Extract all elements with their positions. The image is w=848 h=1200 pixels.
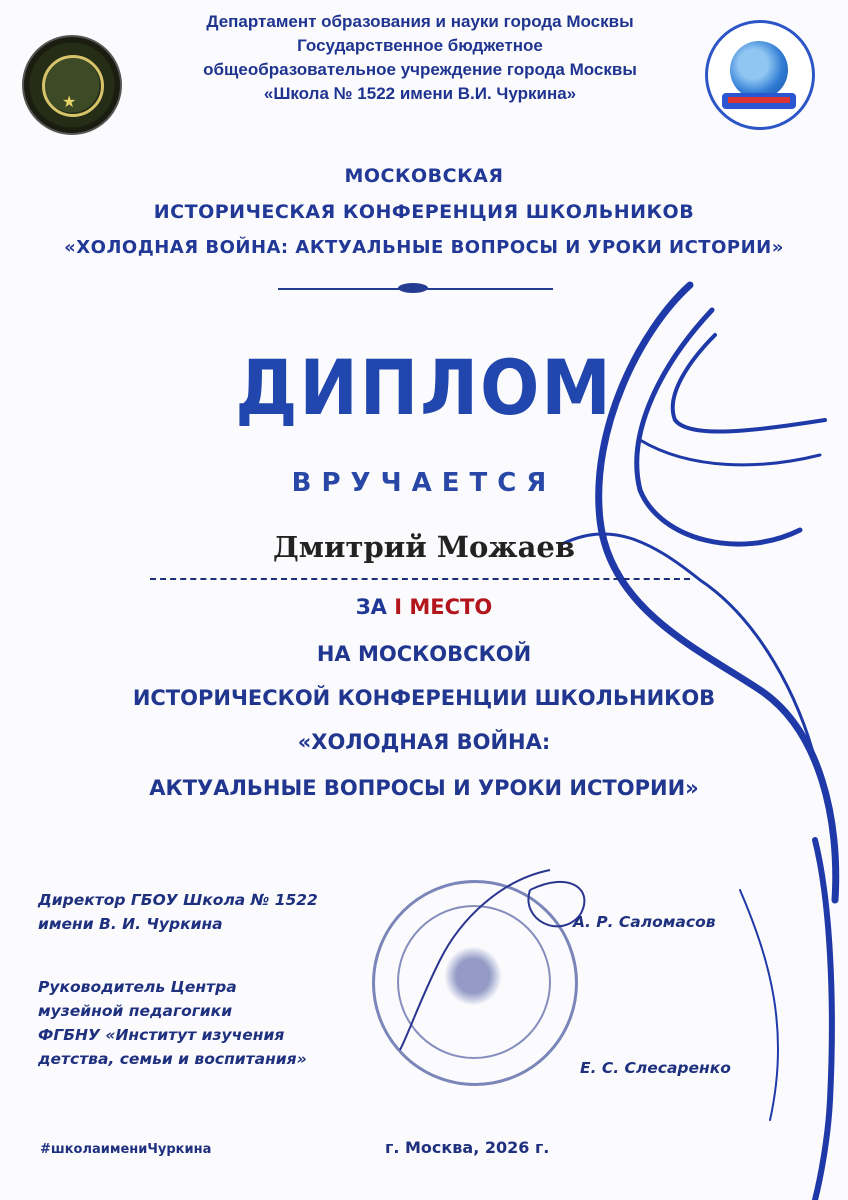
hashtag: #школаимениЧуркина — [40, 1142, 212, 1157]
director-title-line: Директор ГБОУ Школа № 1522 — [38, 891, 318, 909]
award-line-2: НА МОСКОВСКОЙ — [316, 642, 532, 666]
award-place — [0, 595, 848, 619]
conference-line-2: ИСТОРИЧЕСКАЯ КОНФЕРЕНЦИЯ ШКОЛЬНИКОВ — [153, 201, 695, 223]
school-globe-emblem-icon — [705, 20, 815, 130]
institution-header — [150, 10, 690, 106]
header-line: Департамент образования и науки города Москвы — [206, 12, 634, 31]
awarded-label: ВРУЧАЕТСЯ — [291, 468, 557, 498]
head-title-line: музейной педагогики — [38, 1002, 233, 1020]
conference-line-3: «ХОЛОДНАЯ ВОЙНА: АКТУАЛЬНЫЕ ВОПРОСЫ И УРОКИ ИСТОРИИ» — [64, 237, 784, 258]
head-title-line: ФГБНУ «Институт изучения — [38, 1026, 285, 1044]
award-place-value: I МЕСТО — [394, 595, 493, 619]
award-line-3: ИСТОРИЧЕСКОЙ КОНФЕРЕНЦИИ ШКОЛЬНИКОВ — [132, 686, 716, 710]
divider-ornament — [398, 283, 428, 293]
museum-emblem-icon: ★ — [22, 35, 122, 135]
header-line: общеобразовательное учреждение города Москвы — [203, 60, 637, 79]
header-line: «Школа № 1522 имени В.И. Чуркина» — [263, 84, 577, 103]
name-underline — [150, 578, 690, 580]
signature-scribble — [380, 860, 600, 1060]
head-title — [38, 975, 307, 1071]
diploma-title: ДИПЛОМ — [235, 343, 613, 432]
award-line-4: «ХОЛОДНАЯ ВОЙНА: — [297, 730, 551, 754]
conference-line-1: МОСКОВСКАЯ — [344, 165, 504, 187]
director-name: А. Р. Саломасов — [573, 913, 716, 931]
head-name: Е. С. Слесаренко — [580, 1059, 731, 1077]
director-title-line: имени В. И. Чуркина — [38, 915, 223, 933]
director-title — [38, 888, 318, 936]
head-title-line: Руководитель Центра — [38, 978, 237, 996]
award-line-5: АКТУАЛЬНЫЕ ВОПРОСЫ И УРОКИ ИСТОРИИ» — [149, 776, 699, 800]
city-year: г. Москва, 2026 г. — [385, 1138, 550, 1157]
header-line: Государственное бюджетное — [297, 36, 543, 55]
head-title-line: детства, семьи и воспитания» — [38, 1050, 307, 1068]
recipient-name: Дмитрий Можаев — [273, 530, 575, 564]
award-prefix: ЗА — [355, 595, 395, 619]
